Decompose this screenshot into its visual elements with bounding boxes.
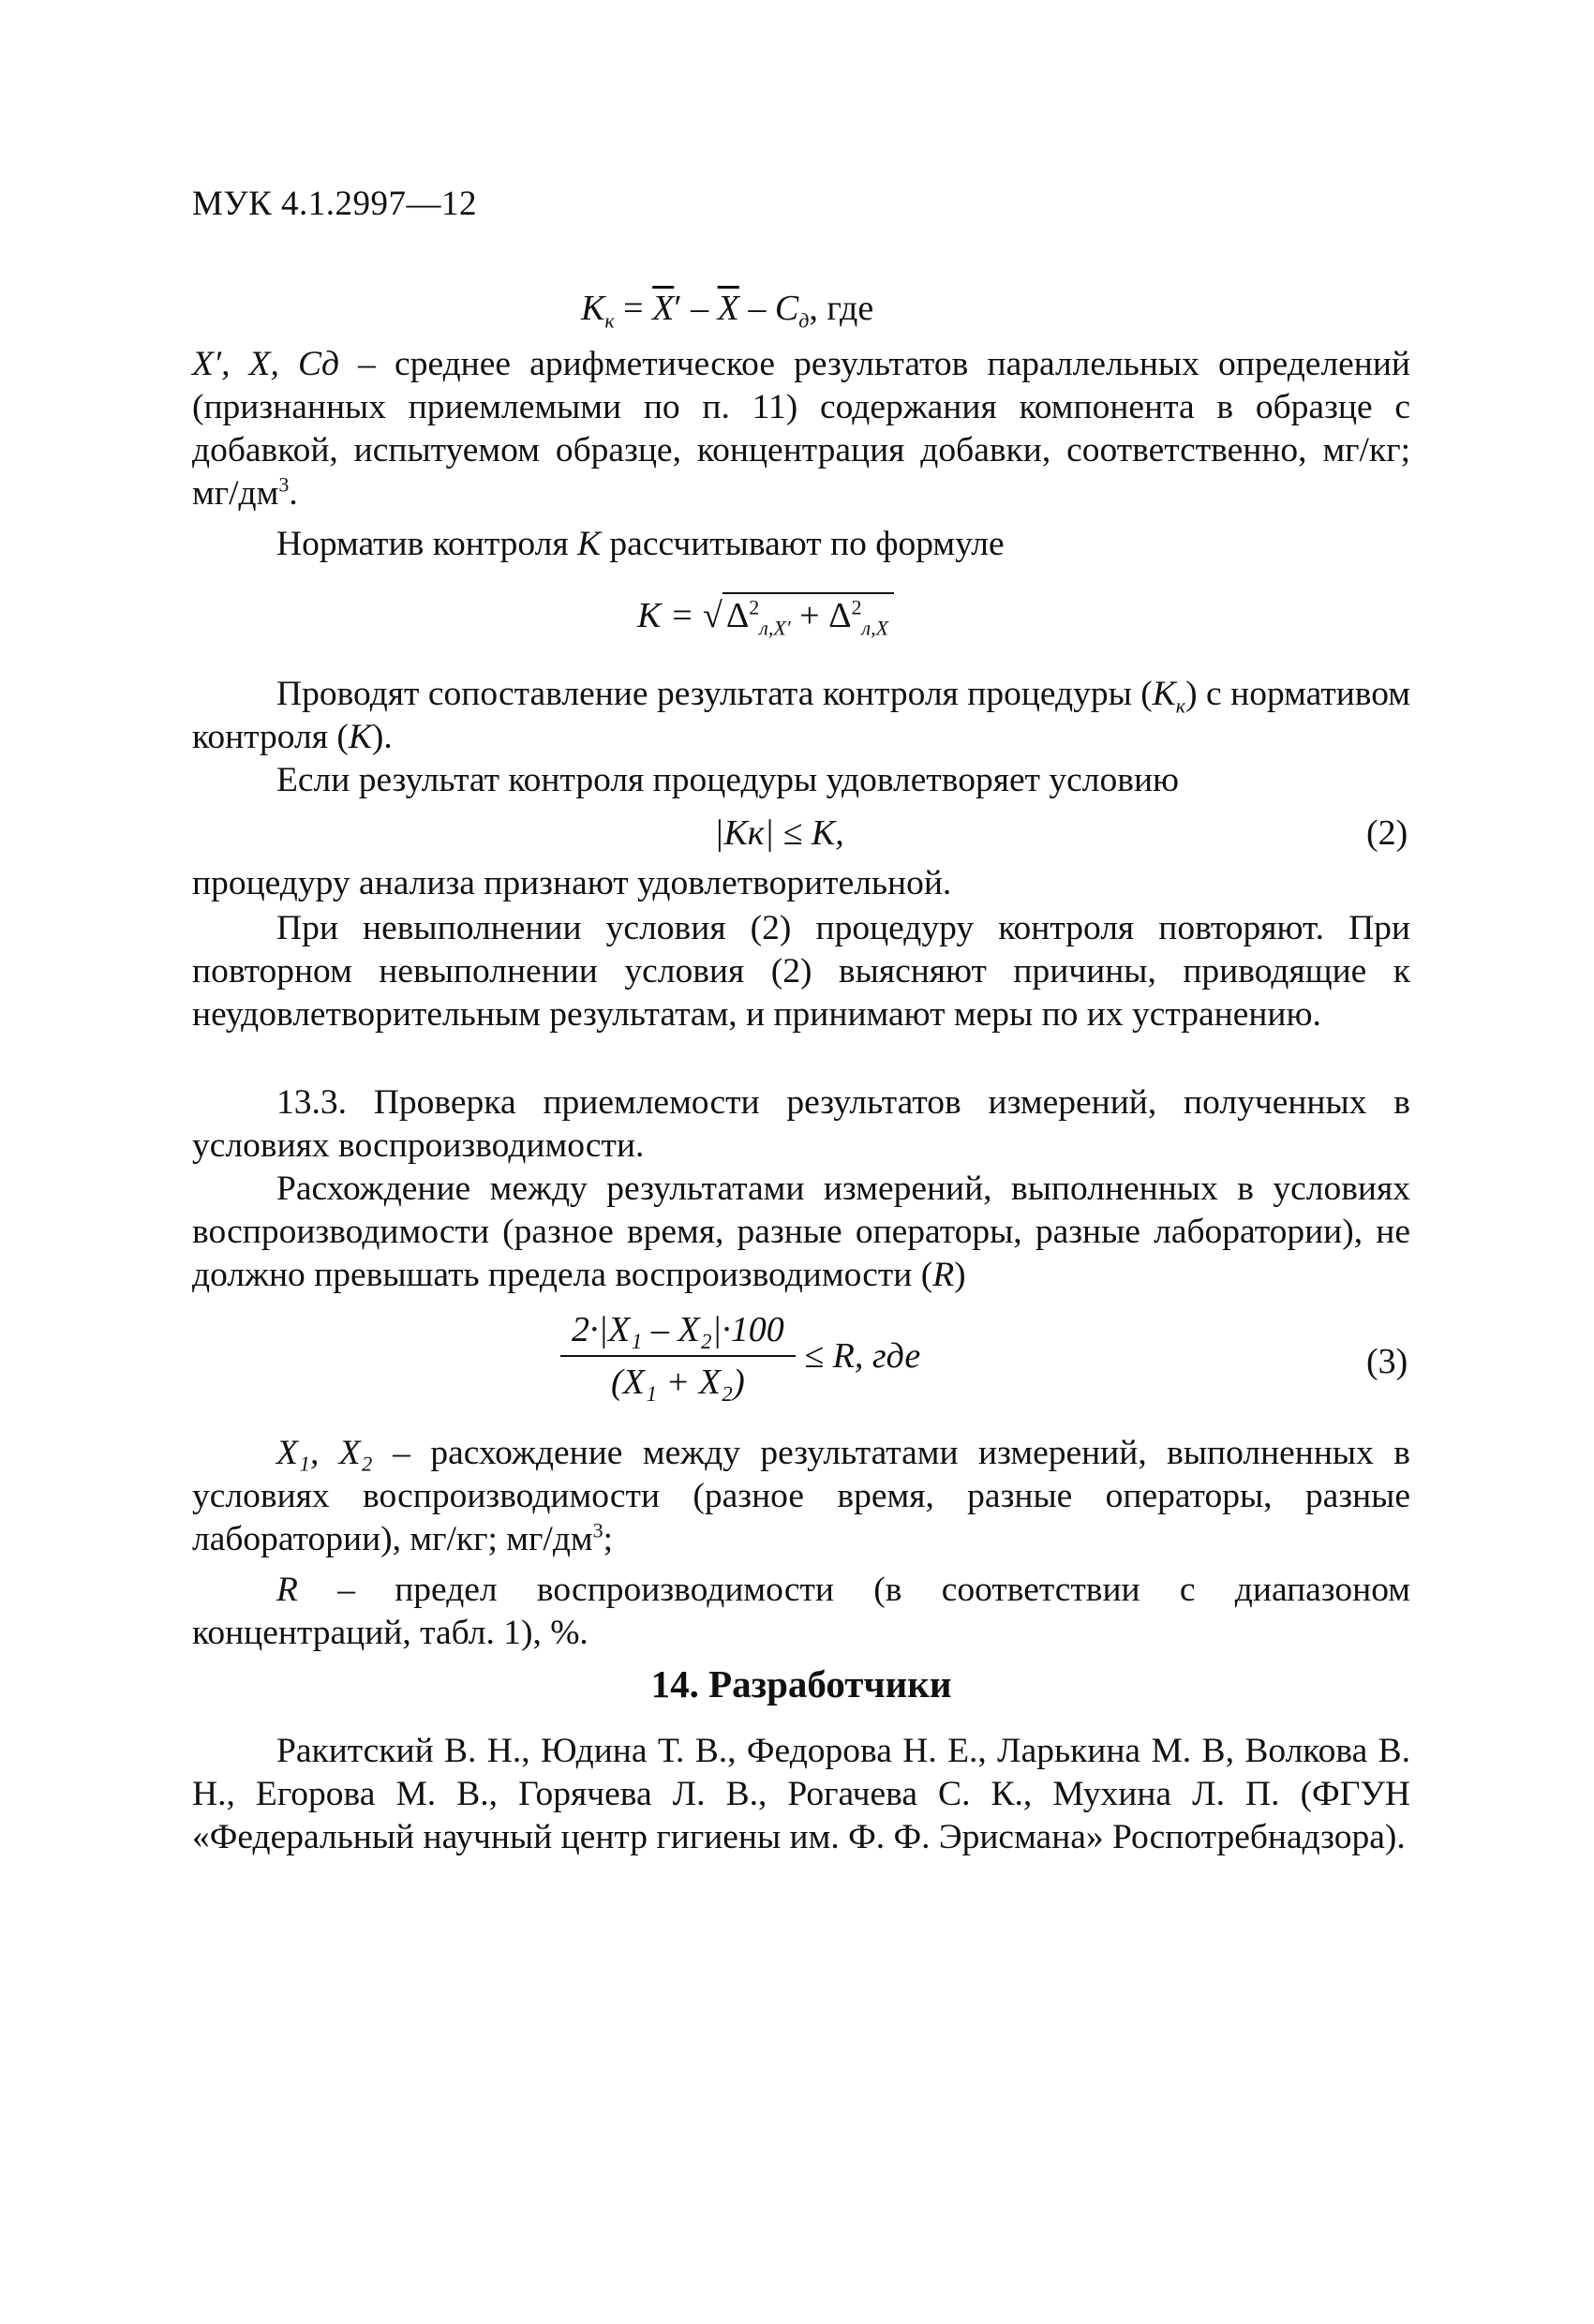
section-14-heading: 14. Разработчики [650, 1662, 952, 1706]
equation-number-2: (2) [1366, 813, 1408, 853]
formula-k-sqrt: K = √ $\Delta^2_{л,X'} + \Delta^2_{л,X}$ [637, 592, 894, 637]
document-code-header: МУК 4.1.2997—12 [192, 185, 478, 223]
condition-paragraph: Если результат контроля процедуры удовлетворяет условию [276, 761, 1180, 799]
normative-paragraph: Норматив контроля K рассчитывают по формуле [276, 525, 1005, 563]
x-definition-paragraph: X₁, X₂ – расхождение между результатами измерений, выполненных в условиях воспроизводимости (разное время, разные операторы, разные лаборатории), мг/кг; $мг/дм^3$; [192, 1434, 1410, 1558]
repeat-paragraph: При невыполнении условия (2) процедуру контроля повторяют. При повторном невыполнении условия (2) выясняют причины, приводящие к неудовлетворительным результатам, и принимают меры по их устранению. [192, 909, 1410, 1034]
formula-kk: $K_к = \overline{X}' - \overline{X} - C_д$, где [581, 289, 874, 333]
satisfactory-paragraph: процедуру анализа признают удовлетворительной. [192, 864, 952, 902]
sqrt-icon: √ [703, 596, 723, 635]
discrepancy-paragraph: Расхождение между результатами измерений, выполненных в условиях воспроизводимости (разное время, разные операторы, разные лаборатории), не должно превышать предела воспроизводимости (R) [192, 1169, 1410, 1294]
definitions-paragraph: X′, X, Cд – среднее арифметическое результатов параллельных определений (признанных приемлемыми по п. 11) содержания компонента в образце с добавкой, испытуемом образце, концентрация добавки, соответственно, мг/кг; $мг/дм^3$. [192, 345, 1411, 513]
section-13-3-paragraph: 13.3. Проверка приемлемости результатов измерений, полученных в условиях воспроизводимости. [192, 1083, 1410, 1165]
formula-3: $\frac{\text{2·|X₁ – X₂|·100}}{\text{(X₁ + X₂)}}$ ≤ R, где [560, 1308, 920, 1404]
developers-paragraph: Ракитский В. Н., Юдина Т. В., Федорова Н. Е., Ларькина М. В, Волкова В. Н., Егорова М. В., Горячева Л. В., Рогачева С. К., Мухина Л. П. (ФГУН «Федеральный научный центр гигиены им. Ф. Ф. Эрисмана» Роспотребнадзора). [192, 1732, 1410, 1856]
compare-paragraph: Проводят сопоставление результата контроля процедуры $(K_к)$ с нормативом контроля (K). [192, 675, 1410, 756]
r-definition-paragraph: R – предел воспроизводимости (в соответствии с диапазоном концентраций, табл. 1), %. [192, 1571, 1410, 1652]
fraction: $\frac{\text{2·|X₁ – X₂|·100}}{\text{(X₁ + X₂)}}$ [560, 1308, 796, 1404]
equation-number-3: (3) [1366, 1342, 1408, 1381]
definition-symbols: X′, X, Cд [192, 345, 340, 383]
formula-2: |Kк| ≤ K, [714, 813, 844, 853]
